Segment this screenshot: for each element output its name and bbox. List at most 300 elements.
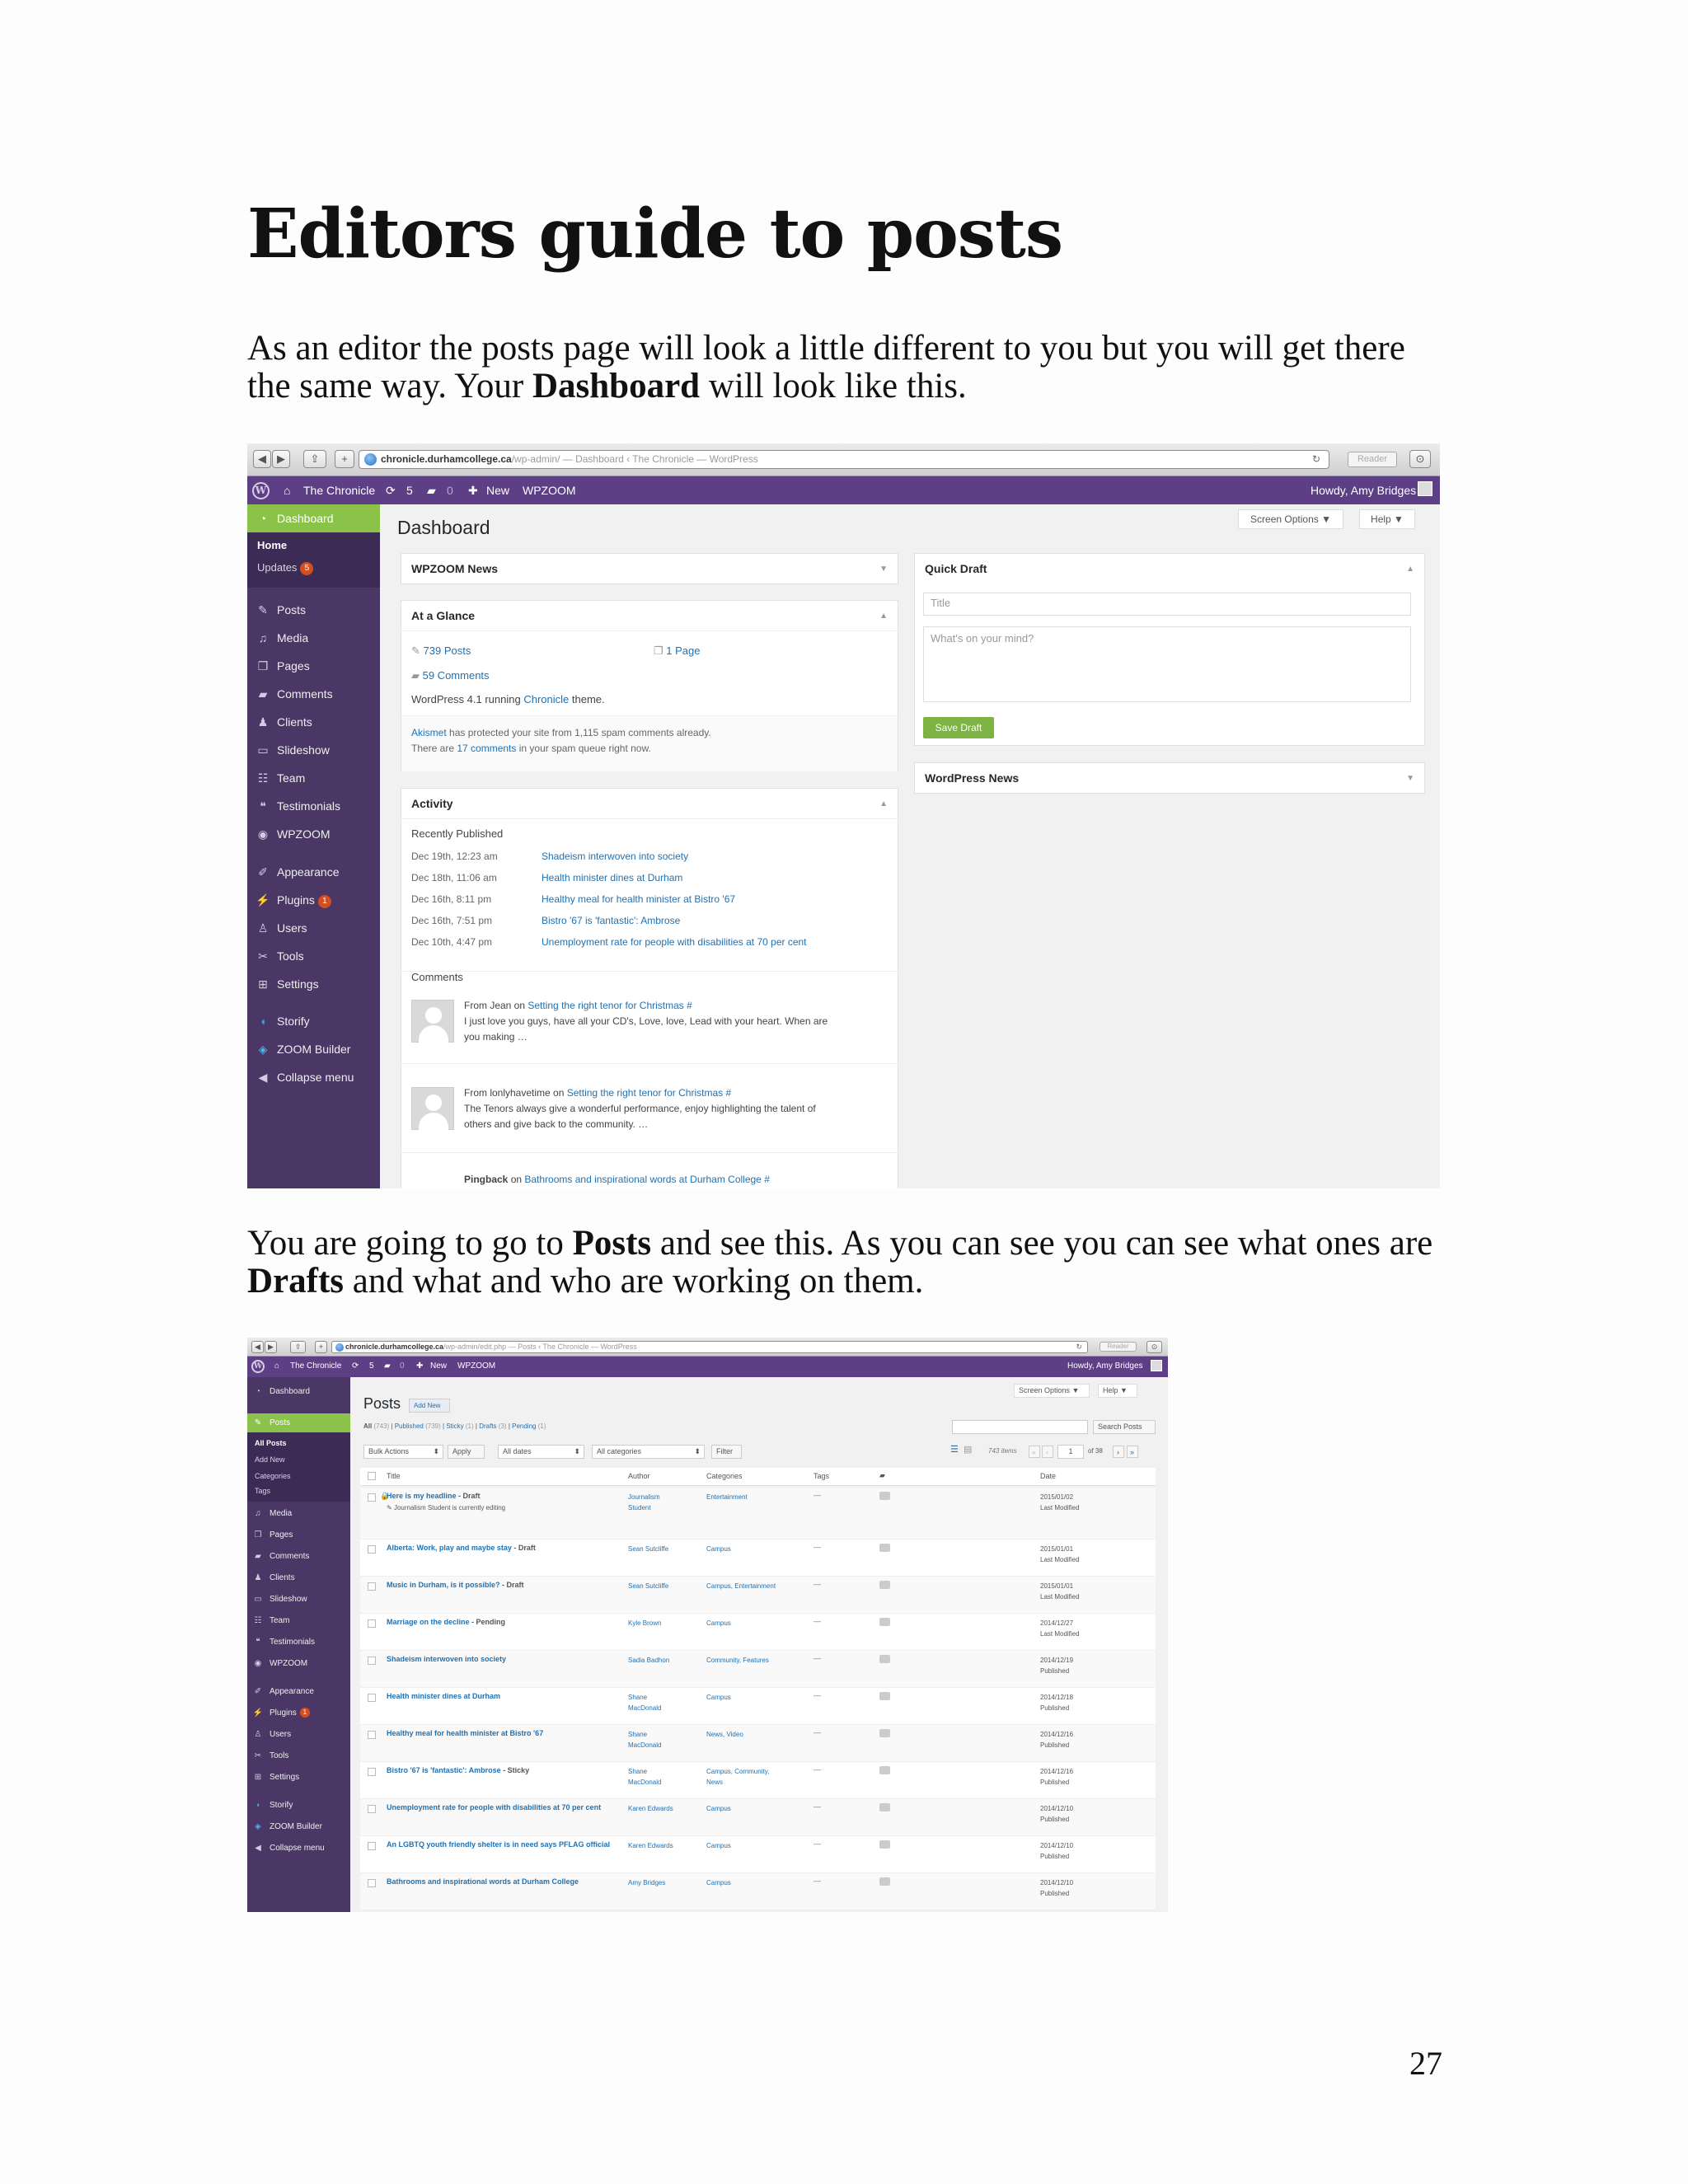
post-title-link[interactable]: Alberta: Work, play and maybe stay - Draft (387, 1544, 536, 1552)
admin-bar-site[interactable]: The Chronicle (303, 484, 376, 497)
table-row[interactable] (360, 1614, 1156, 1651)
sidebar-item-pages[interactable]: ❐ Pages (247, 1527, 350, 1544)
sidebar-item-zoom-builder[interactable]: ◈ ZOOM Builder (247, 1819, 350, 1835)
admin-bar-new[interactable]: New (430, 1361, 448, 1371)
row-checkbox[interactable] (368, 1493, 376, 1502)
sidebar-item-team[interactable]: ☷ Team (247, 1613, 350, 1629)
reader-button[interactable]: Reader (1348, 452, 1397, 467)
new-tab-button[interactable]: + (335, 450, 354, 468)
share-button[interactable]: ⇪ (290, 1341, 306, 1353)
row-checkbox[interactable] (368, 1879, 376, 1887)
brush-icon: ✐ (258, 865, 268, 879)
comment-count-icon[interactable] (879, 1729, 890, 1737)
post-tags: — (814, 1491, 821, 1499)
table-row[interactable] (360, 1488, 1156, 1540)
table-row[interactable] (360, 1799, 1156, 1836)
sidebar-item-testimonials[interactable]: ❝ Testimonials (247, 796, 380, 816)
post-author[interactable]: Karen Edwards (628, 1842, 673, 1849)
row-checkbox[interactable] (368, 1768, 376, 1776)
first-page-button[interactable]: « (1029, 1446, 1040, 1458)
share-button[interactable]: ⇪ (303, 450, 326, 468)
dashboard-term: Dashboard (532, 367, 701, 405)
comment-icon[interactable]: ▰ (384, 1361, 391, 1371)
col-tags: Tags (814, 1472, 830, 1480)
editing-notice: ✎ Journalism Student is currently editing (387, 1504, 506, 1511)
post-tags: — (814, 1543, 821, 1551)
plus-icon: ✚ (416, 1361, 424, 1371)
filter-pending[interactable]: Pending (512, 1422, 537, 1430)
admin-bar-howdy[interactable]: Howdy, Amy Bridges (1311, 484, 1417, 497)
dashboard-icon: ◔ (259, 512, 267, 525)
post-state: - Draft (456, 1492, 481, 1500)
akismet-text: Akismet has protected your site from 1,115 spam comments already. (411, 727, 711, 738)
sidebar-item-posts[interactable]: ✎ Posts (247, 600, 380, 620)
sidebar-item-plugins[interactable]: ⚡ Plugins 1 (247, 890, 380, 910)
activity-date: Dec 16th, 8:11 pm (411, 893, 492, 905)
comment-count-icon[interactable] (879, 1877, 890, 1886)
sidebar-item-tags[interactable]: Tags (255, 1487, 271, 1495)
post-categories[interactable]: Campus (706, 1805, 731, 1812)
plug-icon: ⚡ (256, 893, 270, 907)
post-title-link[interactable]: 🔒 Here is my headline - Draft (380, 1492, 481, 1500)
post-tags: — (814, 1580, 821, 1588)
post-categories[interactable]: Campus (706, 1879, 731, 1886)
intro-paragraph: As an editor the posts page will look a little different to you but you will get there the same way. Your Dashboard will look like this. (247, 329, 1405, 405)
post-tags: — (814, 1728, 821, 1736)
settings-icon: ⊞ (254, 1773, 262, 1782)
admin-bar-comments[interactable]: 0 (447, 484, 453, 497)
filter-drafts[interactable]: Drafts (479, 1422, 497, 1430)
next-page-button[interactable]: › (1113, 1446, 1124, 1458)
screen-options-button[interactable]: Screen Options ▼ (1014, 1384, 1090, 1398)
storify-icon: ◖ (255, 1801, 261, 1810)
globe-icon (364, 453, 377, 466)
comment-icon: ▰ (411, 669, 423, 682)
sidebar-item-users[interactable]: ♙ Users (247, 918, 380, 938)
sidebar-item-categories[interactable]: Categories (255, 1472, 291, 1480)
sidebar-item-wpzoom[interactable]: ◉ WPZOOM (247, 1656, 350, 1672)
pages-icon: ❐ (254, 1530, 262, 1540)
sidebar-item-plugins[interactable]: ⚡ Plugins 1 (247, 1705, 350, 1722)
post-status-filters: All (743) | Published (739) | Sticky (1) | Drafts (3) | Pending (1) (363, 1422, 546, 1430)
table-row[interactable] (360, 1577, 1156, 1614)
page-of-label: of 38 (1088, 1447, 1103, 1455)
updates-badge: 5 (300, 562, 313, 575)
wordpress-news-title[interactable]: WordPress News ▼ (915, 763, 1424, 794)
post-state: - Pending (469, 1618, 506, 1626)
wpzoom-icon: ◉ (254, 1659, 262, 1668)
admin-bar-site[interactable]: The Chronicle (290, 1361, 342, 1371)
page-number: 27 (1409, 2045, 1442, 2082)
post-state: - Draft (499, 1581, 524, 1589)
sidebar-item-settings[interactable]: ⊞ Settings (247, 1769, 350, 1786)
table-row[interactable] (360, 1688, 1156, 1725)
activity-post-link[interactable]: Unemployment rate for people with disabilities at 70 per cent (542, 936, 807, 948)
post-tags: — (814, 1691, 821, 1699)
row-checkbox[interactable] (368, 1545, 376, 1554)
admin-bar-comments[interactable]: 0 (400, 1361, 405, 1371)
col-author: Author (628, 1472, 650, 1480)
address-bar[interactable]: chronicle.durhamcollege.ca/wp-admin/edit.php — Posts ‹ The Chronicle — WordPress ↻ (331, 1341, 1088, 1353)
caret-up-icon[interactable]: ▲ (879, 799, 888, 808)
row-checkbox[interactable] (368, 1805, 376, 1813)
post-author[interactable]: Shane MacDonald (628, 1694, 662, 1712)
row-checkbox[interactable] (368, 1657, 376, 1665)
sidebar-item-updates[interactable]: Updates 5 (257, 561, 313, 575)
help-button[interactable]: Help ▼ (1098, 1384, 1137, 1398)
row-checkbox[interactable] (368, 1694, 376, 1702)
reload-icon[interactable]: ↻ (1311, 453, 1320, 465)
activity-post-link[interactable]: Shadeism interwoven into society (542, 851, 689, 862)
browser-toolbar (247, 443, 1440, 476)
post-state: - Sticky (500, 1766, 530, 1774)
sidebar-item-settings[interactable]: ⊞ Settings (247, 974, 380, 994)
team-icon: ☷ (257, 771, 269, 785)
activity-post-link[interactable]: Bistro '67 is 'fantastic': Ambrose (542, 915, 681, 926)
row-checkbox[interactable] (368, 1619, 376, 1628)
recently-published-heading: Recently Published (411, 827, 504, 840)
sidebar-item-posts[interactable]: ✎ Posts (247, 1413, 350, 1432)
post-author[interactable]: Shane MacDonald (628, 1731, 662, 1749)
caret-down-icon[interactable]: ▼ (1406, 774, 1414, 783)
post-title-link[interactable]: Health minister dines at Durham (387, 1692, 501, 1700)
post-date: 2014/12/10 Published (1040, 1842, 1074, 1860)
sidebar-item-media[interactable]: ♫ Media (247, 628, 380, 648)
pin-icon: ✎ (254, 1418, 262, 1427)
table-row[interactable] (360, 1836, 1156, 1873)
page-number-input[interactable]: 1 (1057, 1445, 1084, 1459)
table-row[interactable] (360, 1651, 1156, 1688)
lock-icon: 🔒 (380, 1492, 390, 1500)
post-tags: — (814, 1617, 821, 1625)
comment-1-text: I just love you guys, have all your CD's, Love, love, Lead with your heart. When are (464, 1015, 828, 1027)
post-author[interactable]: Amy Bridges (628, 1879, 666, 1886)
post-author[interactable]: Shane MacDonald (628, 1768, 662, 1786)
admin-bar-howdy[interactable]: Howdy, Amy Bridges (1067, 1361, 1143, 1371)
clients-icon: ♟ (257, 715, 269, 729)
sidebar-item-team[interactable]: ☷ Team (247, 768, 380, 788)
download-button[interactable]: ⊙ (1409, 450, 1431, 468)
post-date: 2014/12/16 Published (1040, 1731, 1074, 1749)
post-title-link[interactable]: Marriage on the decline - Pending (387, 1618, 506, 1626)
table-row[interactable] (360, 1540, 1156, 1577)
post-categories[interactable]: News, Video (706, 1731, 743, 1738)
collapse-icon: ◀ (255, 1844, 261, 1853)
sidebar-item-add-new[interactable]: Add New (255, 1455, 285, 1464)
commenter-avatar (411, 1000, 454, 1043)
sidebar-item-home[interactable]: Home (257, 539, 288, 551)
post-title-link[interactable]: Bistro '67 is 'fantastic': Ambrose - Sticky (387, 1766, 530, 1774)
activity-post-link[interactable]: Health minister dines at Durham (542, 872, 683, 883)
col-title[interactable]: Title (387, 1472, 401, 1480)
wordpress-logo-icon[interactable]: W (252, 482, 270, 499)
post-state: - Draft (511, 1544, 536, 1552)
posts-submenu (247, 1432, 350, 1502)
media-icon: ♫ (255, 1509, 261, 1518)
apply-button[interactable]: Apply (448, 1445, 485, 1459)
list-view-icon[interactable]: ☰ (950, 1445, 959, 1455)
post-categories[interactable]: Entertainment (706, 1493, 748, 1501)
spam-queue-text: There are 17 comments in your spam queue right now. (411, 743, 651, 754)
wpzoom-news-title[interactable]: WPZOOM News ▼ (401, 554, 898, 584)
back-button[interactable]: ◀ (253, 450, 271, 468)
admin-bar-theme[interactable]: WPZOOM (457, 1361, 496, 1371)
wrench-icon: ✂ (254, 1751, 262, 1760)
admin-bar-updates[interactable]: 5 (406, 484, 413, 497)
post-title-link[interactable]: Shadeism interwoven into society (387, 1655, 507, 1663)
caret-up-icon[interactable]: ▲ (879, 612, 888, 621)
sidebar-item-comments[interactable]: ▰ Comments (247, 1549, 350, 1565)
posts-term: Posts (572, 1224, 652, 1263)
comment-2-text: The Tenors always give a wonderful performance, enjoy highlighting the talent of (464, 1103, 816, 1114)
activity-widget (401, 788, 898, 1188)
comment-bubble-icon[interactable]: ▰ (879, 1471, 885, 1479)
download-button[interactable]: ⊙ (1146, 1341, 1162, 1353)
table-row[interactable] (360, 1873, 1156, 1910)
last-page-button[interactable]: » (1127, 1446, 1138, 1458)
draft-title-input[interactable]: Title (923, 593, 1411, 616)
caret-up-icon[interactable]: ▲ (1406, 565, 1414, 574)
draft-content-textarea[interactable]: What's on your mind? (923, 626, 1411, 702)
layers-icon: ◈ (255, 1822, 261, 1831)
col-date[interactable]: Date (1040, 1472, 1057, 1480)
post-categories[interactable]: Campus (706, 1694, 731, 1701)
post-title-link[interactable]: An LGBTQ youth friendly shelter is in need says PFLAG official (387, 1840, 611, 1849)
sidebar-item-storify[interactable]: ◖ Storify (247, 1011, 380, 1031)
sidebar-item-dashboard[interactable]: ◔ Dashboard (247, 504, 380, 532)
quote-icon: ❝ (256, 1638, 260, 1647)
posts-paragraph: You are going to go to Posts and see this. As you can see you can see what ones are Drafts and what and who are working on them. (247, 1224, 1433, 1301)
screen-options-button[interactable]: Screen Options ▼ (1238, 509, 1343, 529)
commenter-avatar (411, 1087, 454, 1130)
dates-select[interactable]: All dates ⬍ (498, 1445, 584, 1459)
updates-icon[interactable]: ⟳ (386, 484, 396, 497)
comment-1-text-more: you making … (464, 1031, 528, 1043)
table-row[interactable] (360, 1762, 1156, 1799)
updates-icon[interactable]: ⟳ (352, 1361, 359, 1371)
post-author[interactable]: Karen Edwards (628, 1805, 673, 1812)
add-new-post-button[interactable]: Add New (409, 1399, 450, 1413)
sidebar-item-slideshow[interactable]: ▭ Slideshow (247, 1591, 350, 1608)
comment-count-icon[interactable] (879, 1692, 890, 1700)
forward-button[interactable]: ▶ (265, 1341, 277, 1353)
comment-count-icon[interactable] (879, 1618, 890, 1626)
pin-icon: ✎ (411, 644, 424, 657)
sidebar-item-storify[interactable]: ◖ Storify (247, 1797, 350, 1814)
page-title: Editors guide to posts (247, 194, 1062, 274)
row-checkbox[interactable] (368, 1582, 376, 1591)
user-avatar[interactable] (1418, 481, 1432, 496)
at-a-glance-widget (401, 600, 898, 771)
sidebar-item-slideshow[interactable]: ▭ Slideshow (247, 740, 380, 760)
comments-count-link[interactable]: ▰ 59 Comments (411, 669, 490, 682)
admin-bar-new[interactable]: New (486, 484, 510, 497)
comments-icon: ▰ (258, 687, 268, 701)
wordpress-version: WordPress 4.1 running Chronicle theme. (411, 693, 605, 705)
plugins-badge: 1 (318, 895, 331, 908)
sidebar-item-users[interactable]: ♙ Users (247, 1727, 350, 1743)
post-categories[interactable]: Campus (706, 1619, 731, 1627)
row-checkbox[interactable] (368, 1731, 376, 1739)
table-row[interactable] (360, 1725, 1156, 1762)
reader-button[interactable]: Reader (1100, 1342, 1137, 1352)
comment-1-header: From Jean on Setting the right tenor for Christmas # (464, 1000, 692, 1011)
plugins-badge: 1 (300, 1708, 310, 1718)
sidebar-item-clients[interactable]: ♟ Clients (247, 712, 380, 732)
row-checkbox[interactable] (368, 1842, 376, 1850)
post-categories[interactable]: Campus, Entertainment (706, 1582, 776, 1590)
sidebar-item-media[interactable]: ♫ Media (247, 1506, 350, 1522)
globe-icon (335, 1343, 344, 1352)
post-date: 2015/01/02 Last Modified (1040, 1493, 1080, 1511)
admin-sidebar (247, 1377, 350, 1912)
bulk-actions-select[interactable]: Bulk Actions ⬍ (363, 1445, 443, 1459)
sidebar-item-dashboard[interactable]: ◔ Dashboard (247, 1384, 350, 1400)
page-icon: ❐ (654, 644, 667, 657)
users-icon: ♙ (257, 921, 269, 935)
comment-count-icon[interactable] (879, 1803, 890, 1811)
activity-title[interactable]: Activity ▲ (401, 789, 898, 819)
media-icon: ♫ (258, 631, 268, 644)
user-avatar[interactable] (1151, 1360, 1162, 1371)
post-tags: — (814, 1840, 821, 1848)
posts-title: Posts (363, 1395, 401, 1412)
comments-heading: Comments (411, 971, 463, 983)
items-count: 743 items (988, 1447, 1017, 1455)
sidebar-item-pages[interactable]: ❐ Pages (247, 656, 380, 676)
filter-sticky[interactable]: Sticky (446, 1422, 464, 1430)
post-title-link[interactable]: Healthy meal for health minister at Bistro '67 (387, 1729, 544, 1737)
brush-icon: ✐ (254, 1687, 262, 1696)
post-categories[interactable]: Campus (706, 1545, 731, 1553)
quick-draft-widget (914, 553, 1425, 746)
post-author[interactable]: Sean Sutcliffe (628, 1545, 669, 1553)
post-title-link[interactable]: Bathrooms and inspirational words at Durham College (387, 1877, 579, 1886)
admin-bar (247, 1357, 1168, 1377)
new-tab-button[interactable]: + (315, 1341, 327, 1353)
comment-count-icon[interactable] (879, 1655, 890, 1663)
collapse-menu-button[interactable]: ◀ Collapse menu (247, 1067, 380, 1087)
post-date: 2015/01/01 Last Modified (1040, 1545, 1080, 1563)
forward-button[interactable]: ▶ (272, 450, 290, 468)
search-posts-button[interactable]: Search Posts (1093, 1420, 1156, 1434)
admin-sidebar (247, 504, 380, 1188)
prev-page-button[interactable]: ‹ (1042, 1446, 1053, 1458)
dashboard-submenu (247, 532, 380, 588)
post-tags: — (814, 1765, 821, 1774)
help-button[interactable]: Help ▼ (1359, 509, 1415, 529)
wordpress-news-widget (914, 762, 1425, 794)
wordpress-logo-icon[interactable]: W (251, 1360, 265, 1373)
comment-count-icon[interactable] (879, 1492, 890, 1500)
select-arrows-icon: ⬍ (433, 1447, 439, 1455)
pages-count-link[interactable]: ❐ 1 Page (654, 644, 701, 657)
drafts-term: Drafts (247, 1262, 345, 1301)
users-icon: ♙ (254, 1730, 262, 1739)
quote-icon: ❝ (260, 799, 266, 813)
settings-icon: ⊞ (258, 977, 268, 991)
categories-select[interactable]: All categories ⬍ (592, 1445, 705, 1459)
dashboard-title: Dashboard (397, 517, 490, 538)
post-author[interactable]: Sean Sutcliffe (628, 1582, 669, 1590)
post-date: 2014/12/19 Published (1040, 1657, 1074, 1675)
sidebar-item-testimonials[interactable]: ❝ Testimonials (247, 1634, 350, 1651)
sidebar-item-zoom-builder[interactable]: ◈ ZOOM Builder (247, 1039, 380, 1059)
comment-count-icon[interactable] (879, 1581, 890, 1589)
comment-count-icon[interactable] (879, 1766, 890, 1774)
comment-count-icon[interactable] (879, 1840, 890, 1849)
sidebar-item-appearance[interactable]: ✐ Appearance (247, 1684, 350, 1700)
comments-icon: ▰ (255, 1552, 261, 1561)
post-categories[interactable]: Campus, Community, News (706, 1768, 770, 1786)
post-date: 2014/12/16 Published (1040, 1768, 1074, 1786)
collapse-menu-button[interactable]: ◀ Collapse menu (247, 1840, 350, 1857)
dashboard-icon: ◔ (255, 1387, 261, 1396)
admin-bar-updates[interactable]: 5 (369, 1361, 374, 1371)
select-all-checkbox[interactable] (368, 1472, 376, 1480)
select-arrows-icon: ⬍ (574, 1447, 580, 1455)
post-title-link[interactable]: Music in Durham, is it possible? - Draft (387, 1581, 524, 1589)
quick-draft-title[interactable]: Quick Draft ▲ (915, 554, 1424, 584)
post-title-link[interactable]: Unemployment rate for people with disabilities at 70 per cent (387, 1803, 602, 1811)
sidebar-item-all-posts[interactable]: All Posts (255, 1439, 287, 1447)
activity-post-link[interactable]: Healthy meal for health minister at Bistro '67 (542, 893, 736, 905)
wrench-icon: ✂ (258, 949, 268, 963)
post-categories[interactable]: Community, Features (706, 1657, 769, 1664)
save-draft-button[interactable]: Save Draft (923, 717, 994, 738)
sidebar-item-clients[interactable]: ♟ Clients (247, 1570, 350, 1586)
search-posts-input[interactable] (952, 1420, 1088, 1434)
filter-all[interactable]: All (363, 1422, 373, 1430)
slideshow-icon: ▭ (257, 743, 269, 757)
sidebar-item-tools[interactable]: ✂ Tools (247, 946, 380, 966)
post-author[interactable]: Sadia Badhon (628, 1657, 670, 1664)
comment-icon[interactable]: ▰ (427, 484, 436, 497)
posts-table-header (360, 1468, 1156, 1486)
address-bar[interactable]: chronicle.durhamcollege.ca/wp-admin/ — Dashboard ‹ The Chronicle — WordPress ↻ (359, 450, 1329, 469)
sidebar-item-wpzoom[interactable]: ◉ WPZOOM (247, 824, 380, 844)
post-date: 2014/12/27 Last Modified (1040, 1619, 1080, 1638)
sidebar-item-tools[interactable]: ✂ Tools (247, 1748, 350, 1765)
sidebar-item-comments[interactable]: ▰ Comments (247, 684, 380, 704)
comment-count-icon[interactable] (879, 1544, 890, 1552)
filter-published[interactable]: Published (394, 1422, 424, 1430)
filter-button[interactable]: Filter (711, 1445, 742, 1459)
post-author[interactable]: Kyle Brown (628, 1619, 662, 1627)
back-button[interactable]: ◀ (251, 1341, 264, 1353)
select-arrows-icon: ⬍ (694, 1447, 701, 1455)
plug-icon: ⚡ (252, 1708, 264, 1718)
wpzoom-icon: ◉ (257, 827, 269, 841)
post-date: 2014/12/10 Published (1040, 1805, 1074, 1823)
post-categories[interactable]: Campus (706, 1842, 731, 1849)
post-author[interactable]: Journalism Student (628, 1493, 660, 1511)
slideshow-icon: ▭ (254, 1595, 262, 1604)
excerpt-view-icon[interactable]: ▤ (964, 1445, 973, 1455)
pin-icon: ✎ (258, 603, 268, 616)
home-icon: ⌂ (284, 484, 291, 497)
at-a-glance-title[interactable]: At a Glance ▲ (401, 601, 898, 631)
caret-down-icon[interactable]: ▼ (879, 565, 888, 574)
reload-icon[interactable]: ↻ (1076, 1343, 1082, 1351)
activity-date: Dec 16th, 7:51 pm (411, 915, 493, 926)
post-date: 2014/12/18 Published (1040, 1694, 1074, 1712)
admin-bar-theme[interactable]: WPZOOM (523, 484, 576, 497)
sidebar-item-appearance[interactable]: ✐ Appearance (247, 862, 380, 882)
post-date: 2015/01/01 Last Modified (1040, 1582, 1080, 1601)
post-tags: — (814, 1802, 821, 1811)
posts-count-link[interactable]: ✎ 739 Posts (411, 644, 471, 657)
